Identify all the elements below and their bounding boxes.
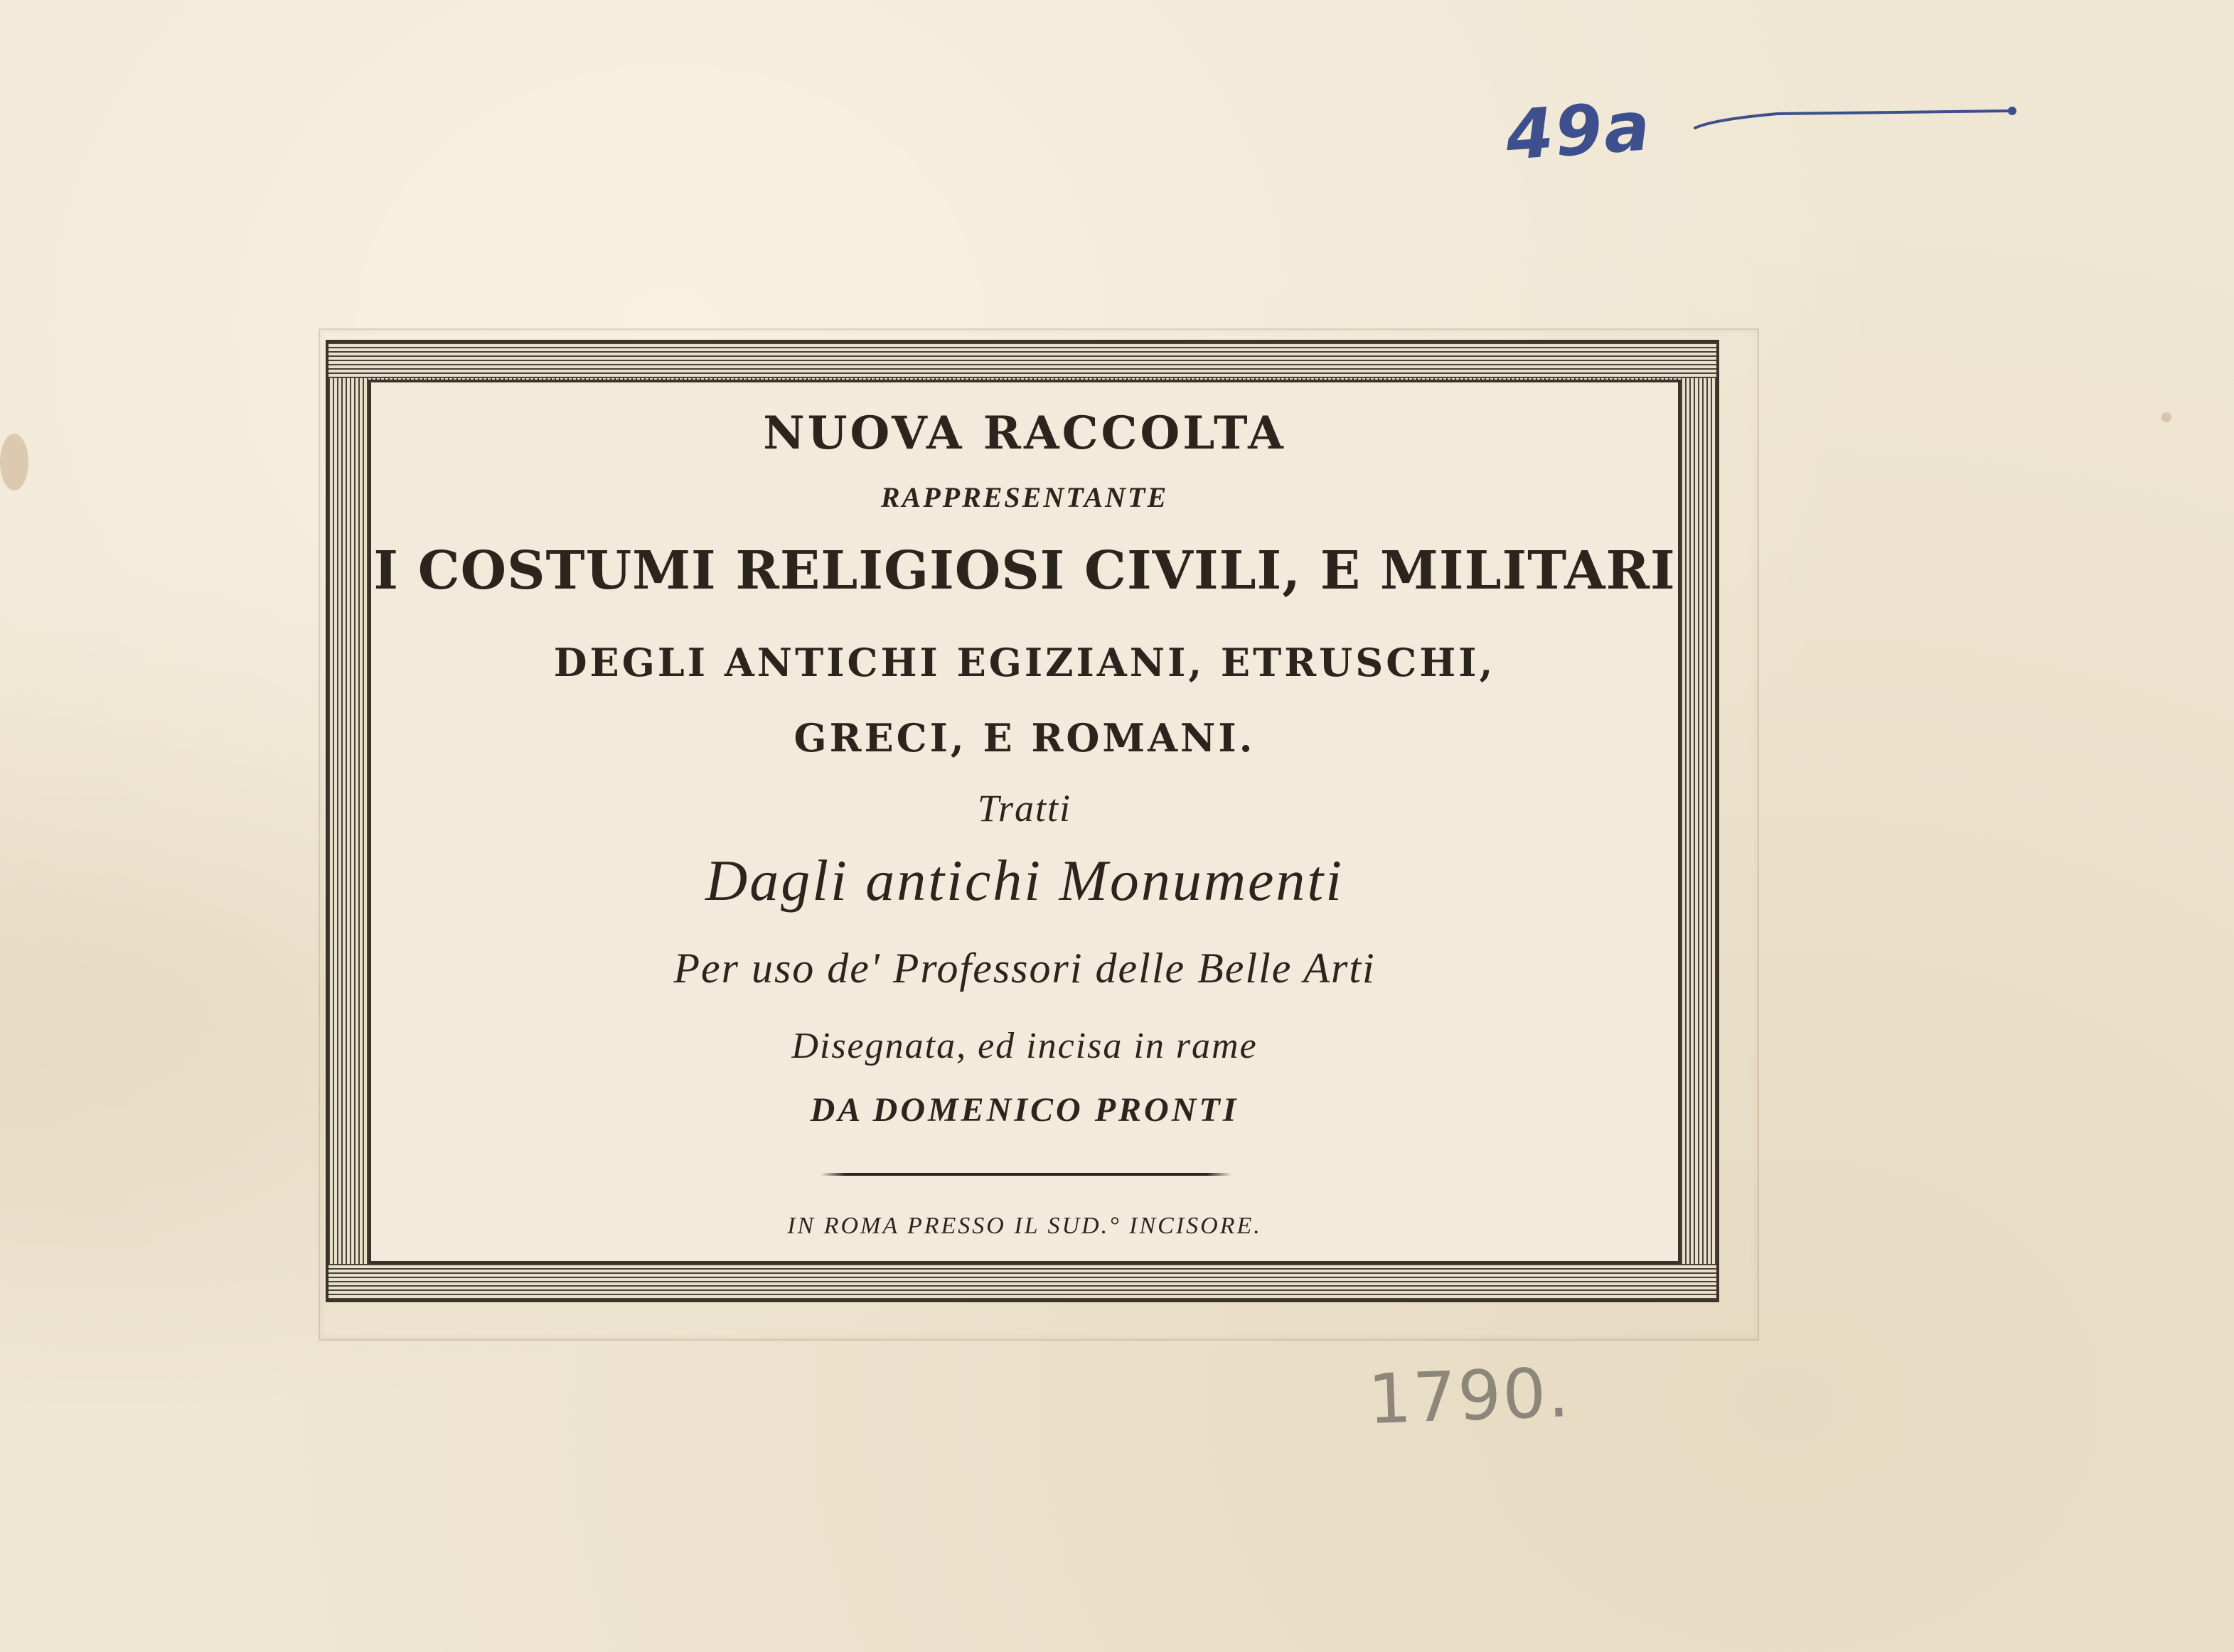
title-line-nuova-raccolta: NUOVA RACCOLTA (763, 407, 1286, 460)
pen-stroke-mark (1692, 107, 2019, 135)
handwritten-reference-number: 49a (1503, 86, 1655, 176)
divider-rule (821, 1173, 1231, 1176)
title-line-rappresentante: RAPPRESENTANTE (880, 481, 1169, 513)
pencil-date-note: 1790. (1367, 1353, 1572, 1439)
title-text-block (371, 382, 1678, 1261)
title-line-degli-antichi: DEGLI ANTICHI EGIZIANI, ETRUSCHI, (553, 640, 1496, 685)
title-line-greci-romani: GRECI, E ROMANI. (793, 715, 1256, 761)
author-line: DA DOMENICO PRONTI (810, 1091, 1239, 1129)
title-line-disegnata: Disegnata, ed incisa in rame (791, 1026, 1258, 1066)
title-line-dagli-antichi-monumenti: Dagli antichi Monumenti (705, 848, 1344, 913)
title-panel (368, 380, 1681, 1264)
title-line-costumi: I COSTUMI RELIGIOSI CIVILI, E MILITARI (373, 540, 1676, 601)
title-line-tratti: Tratti (977, 787, 1072, 830)
paper-stain (2161, 412, 2171, 422)
paper-stain (0, 434, 28, 490)
imprint-line: IN ROMA PRESSO IL SUD.° INCISORE. (787, 1213, 1262, 1239)
title-line-per-uso: Per uso de' Professori delle Belle Arti (673, 945, 1376, 992)
